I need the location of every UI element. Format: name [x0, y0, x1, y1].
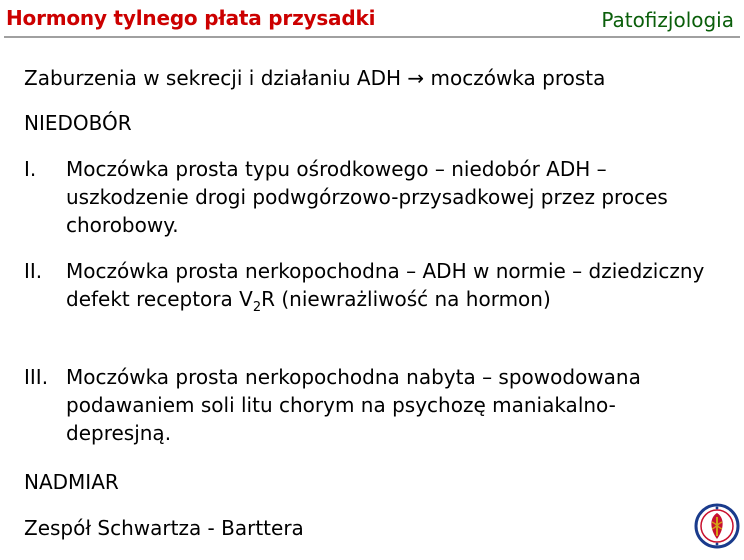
- list-item-text: Moczówka prosta typu ośrodkowego – niedobór ADH – uszkodzenie drogi podwgórzowo-przysadkowej przez proces chorobowy.: [66, 157, 668, 237]
- list-item-text: [66, 257, 716, 313]
- list-item-number: I.: [24, 157, 37, 181]
- list-item-text-part: R (niewrażliwość na hormon): [261, 287, 551, 311]
- list-item-number: III.: [24, 365, 49, 389]
- section-heading-deficiency: NIEDOBÓR: [24, 111, 132, 135]
- closing-line: Zespół Schwartza - Barttera: [24, 516, 304, 540]
- intro-line: Zaburzenia w sekrecji i działaniu ADH → moczówka prosta: [24, 66, 606, 90]
- course-subject: Patofizjologia: [601, 8, 734, 32]
- slide-title: Hormony tylnego płata przysadki: [6, 6, 376, 30]
- receptor-subscript: 2: [252, 300, 262, 315]
- list-item-text-part: Moczówka prosta nerkopochodna – ADH w normie – dziedziczny defekt receptora V: [66, 259, 705, 311]
- university-seal-icon: [694, 500, 740, 552]
- section-heading-excess: NADMIAR: [24, 470, 119, 494]
- list-item-text: Moczówka prosta nerkopochodna nabyta – spowodowana podawaniem soli litu chorym na psychozę maniakalno-depresjną.: [66, 365, 641, 445]
- header-divider: [4, 36, 740, 38]
- list-item-number: II.: [24, 259, 43, 283]
- slide-header: [0, 0, 744, 40]
